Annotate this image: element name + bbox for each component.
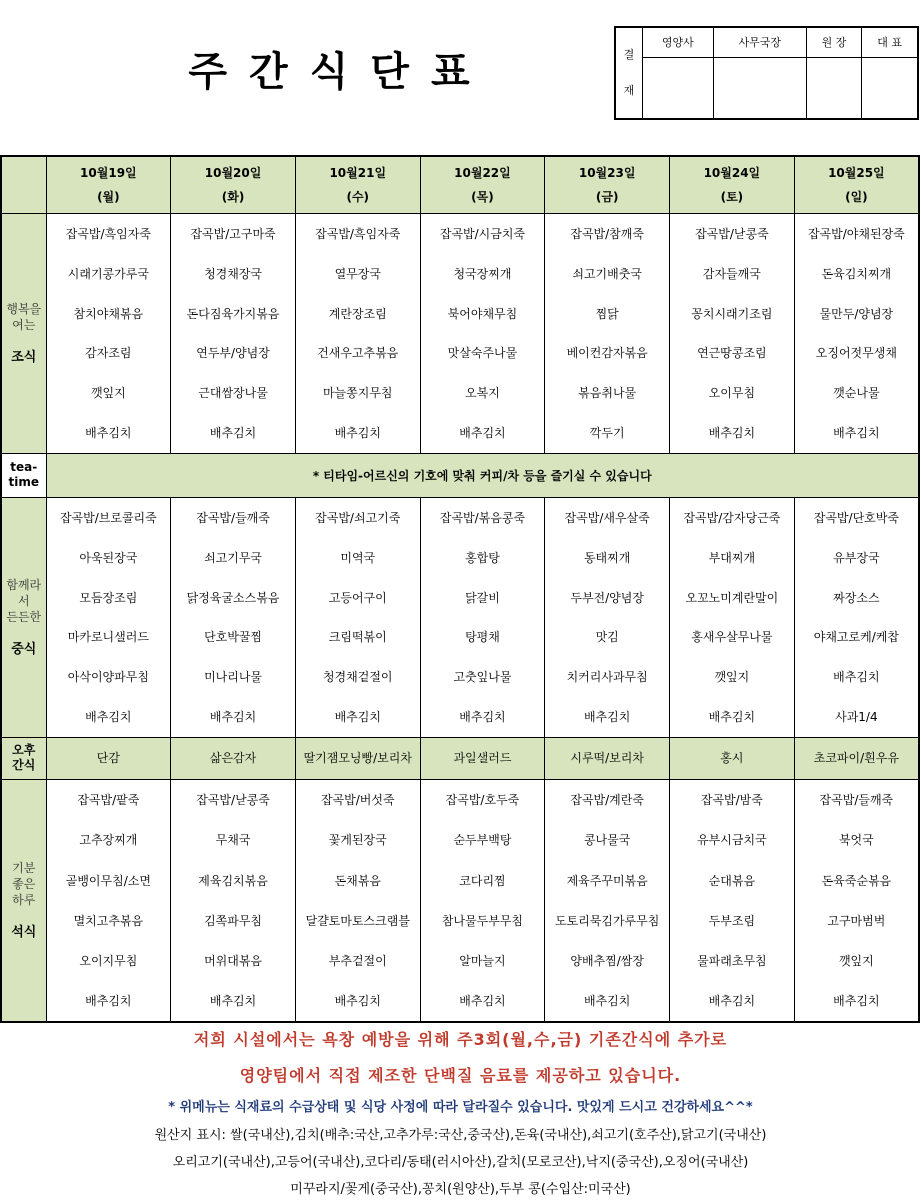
menu-item: 잡곡밥/버섯죽: [320, 793, 395, 808]
menu-list: [171, 498, 295, 737]
day-header: [46, 156, 171, 213]
menu-item: 잡곡밥/들깨죽: [196, 510, 270, 525]
origin-line: 원산지 표시: 쌀(국내산),김치(배추:국산,고추가루:국산,중국산),돈육(국내산),쇠고기(호주산),닭고기(국내산): [154, 1128, 767, 1143]
menu-item: 북어야채무침: [447, 306, 518, 321]
menu-item: 배추김치: [85, 426, 132, 441]
menu-item: 청국장찌개: [453, 266, 512, 281]
footer-notes: [0, 1022, 921, 1203]
breakfast-row: [1, 213, 919, 453]
day-date: 10월20일: [204, 165, 262, 180]
lunch-cell: [420, 497, 545, 737]
menu-item: 배추김치: [334, 994, 381, 1009]
menu-list: [421, 780, 545, 1022]
menu-item: 유부시금치국: [697, 833, 767, 848]
menu-item: 배추김치: [459, 710, 506, 725]
breakfast-cell: [46, 213, 171, 453]
approval-sign-box: [806, 57, 861, 119]
menu-item: 잡곡밥/계란죽: [570, 793, 644, 808]
menu-item: 볶음취나물: [578, 386, 637, 401]
approval-role-director: 원 장: [806, 27, 861, 57]
snack-cell: 과일샐러드: [420, 737, 545, 779]
day-date: 10월19일: [80, 165, 137, 180]
menu-item: 돈육김치찌개: [821, 266, 892, 281]
menu-list: [171, 214, 295, 453]
day-dow: (금): [595, 189, 619, 204]
menu-change-notice: * 위메뉴는 식재료의 수급상태 및 식당 사정에 따라 달라질수 있습니다. 맛있게 드시고 건강하세요^^*: [168, 1100, 753, 1115]
dinner-cell: [420, 779, 545, 1022]
lunch-label-line: 서: [17, 593, 30, 608]
menu-list: [421, 214, 545, 453]
menu-item: 쇠고기배춧국: [572, 266, 642, 281]
menu-item: 배추김치: [85, 994, 132, 1009]
lunch-cell: [670, 497, 795, 737]
lunch-meal-name: 중식: [11, 641, 37, 657]
menu-item: 잡곡밥/흑임자죽: [315, 226, 401, 241]
snack-cell: 초코파이/흰우유: [794, 737, 919, 779]
menu-item: 쇠고기무국: [204, 550, 263, 565]
menu-item: 고춧잎나물: [453, 670, 512, 685]
snack-row: [1, 737, 919, 779]
menu-item: 깻잎지: [714, 670, 750, 685]
breakfast-cell: [545, 213, 670, 453]
day-date: 10월22일: [454, 165, 511, 180]
menu-item: 잡곡밥/낟콩죽: [196, 793, 270, 808]
menu-item: 모듬장조림: [79, 590, 138, 605]
menu-item: 탕평채: [465, 630, 500, 645]
lunch-cell: [46, 497, 171, 737]
menu-item: 잡곡밥/들깨죽: [819, 793, 894, 808]
menu-item: 오징어젓무생채: [815, 346, 897, 361]
menu-item: 잡곡밥/낟콩죽: [695, 226, 769, 241]
menu-item: 배추김치: [833, 670, 880, 685]
snack-label-line: 오후: [12, 743, 36, 757]
day-dow: (토): [720, 189, 744, 204]
dinner-cell: [295, 779, 420, 1022]
menu-item: 연두부/양념장: [196, 346, 270, 361]
menu-list: [421, 498, 545, 737]
protein-notice-line1: 저희 시설에서는 욕창 예방을 위해 주3회(월,수,금) 기존간식에 추가로: [193, 1030, 728, 1049]
snack-label: [1, 737, 46, 779]
menu-item: 청경채장국: [204, 266, 263, 281]
snack-cell: 삶은감자: [171, 737, 296, 779]
menu-list: [670, 214, 794, 453]
menu-item: 배추김치: [334, 710, 381, 725]
menu-item: 잡곡밥/참깨죽: [570, 226, 644, 241]
dinner-label: [1, 779, 46, 1022]
menu-item: 달걀토마토스크램블: [305, 913, 410, 928]
lunch-row: [1, 497, 919, 737]
breakfast-label-line: 여는: [12, 317, 36, 332]
menu-item: 찜닭: [595, 306, 619, 321]
day-header: [670, 156, 795, 213]
menu-item: 베이컨감자볶음: [566, 346, 648, 361]
menu-list: [795, 780, 918, 1022]
menu-item: 배추김치: [583, 994, 631, 1009]
menu-item: 도토리묵김가루무침: [554, 913, 660, 928]
menu-list: [545, 498, 669, 737]
protein-notice-line2: 영양팀에서 직접 제조한 단백질 음료를 제공하고 있습니다.: [239, 1066, 682, 1085]
snack-cell: 단감: [46, 737, 171, 779]
breakfast-meal-name: 조식: [11, 349, 37, 365]
menu-item: 알마늘지: [459, 954, 506, 969]
day-date: 10월24일: [703, 165, 761, 180]
menu-item: 고추장찌개: [79, 833, 138, 848]
menu-item: 멸치고추볶음: [73, 913, 144, 928]
menu-item: 콩나물국: [583, 833, 631, 848]
menu-item: 잡곡밥/야채된장죽: [807, 226, 905, 241]
header-row: [1, 156, 919, 213]
day-header: [295, 156, 420, 213]
menu-item: 청경채겉절이: [322, 670, 393, 685]
lunch-cell: [171, 497, 296, 737]
menu-item: 배추김치: [583, 710, 631, 725]
menu-item: 김쪽파무침: [204, 913, 263, 928]
menu-item: 잡곡밥/새우살죽: [564, 510, 650, 525]
lunch-label-line: 함께라: [6, 577, 42, 592]
menu-item: 배추김치: [334, 426, 381, 441]
menu-item: 잡곡밥/브로콜리죽: [59, 510, 157, 525]
lunch-label-line: 든든한: [6, 609, 42, 624]
menu-item: 홍합탕: [465, 550, 500, 565]
dinner-label-line: 하루: [12, 892, 36, 907]
menu-item: 두부조림: [708, 913, 756, 928]
menu-item: 맛김: [595, 630, 619, 645]
menu-item: 근대쌈장나물: [198, 386, 268, 401]
teatime-row: [1, 453, 919, 497]
menu-item: 골뱅이무침/소면: [65, 873, 151, 888]
day-header: [794, 156, 919, 213]
menu-item: 깻순나물: [833, 386, 880, 401]
menu-item: 잡곡밥/볶음콩죽: [439, 510, 526, 525]
menu-item: 깻잎지: [90, 386, 126, 401]
menu-item: 닭갈비: [465, 590, 500, 605]
menu-item: 꽁치시래기조림: [691, 306, 773, 321]
menu-item: 북엇국: [838, 833, 874, 848]
menu-item: 부추겉절이: [328, 954, 387, 969]
day-header: [545, 156, 670, 213]
snack-cell: 홍시: [670, 737, 795, 779]
menu-item: 물만두/양념장: [819, 306, 894, 321]
dinner-cell: [171, 779, 296, 1022]
approval-sign-box: [643, 57, 714, 119]
menu-item: 오꼬노미계란말이: [685, 590, 779, 605]
menu-item: 돈채볶음: [334, 873, 381, 888]
menu-item: 제육김치볶음: [198, 873, 268, 888]
day-dow: (목): [471, 189, 494, 204]
menu-item: 마카로니샐러드: [67, 630, 149, 645]
approval-label: [615, 27, 643, 119]
menu-item: 배추김치: [708, 426, 756, 441]
day-date: 10월23일: [578, 165, 636, 180]
menu-list: [545, 780, 669, 1022]
menu-item: 감자조림: [85, 346, 132, 361]
dinner-label-line: 기분: [12, 860, 36, 875]
page-title: 주간식단표: [188, 49, 492, 95]
menu-item: 배추김치: [209, 426, 257, 441]
approval-role-secretary: 사무국장: [713, 27, 806, 57]
menu-item: 오이지무침: [79, 954, 138, 969]
breakfast-cell: [420, 213, 545, 453]
approval-role-nutritionist: 영양사: [643, 27, 714, 57]
menu-list: [47, 780, 171, 1022]
approval-label-bottom: 재: [623, 84, 635, 97]
menu-item: 꽃게된장국: [328, 833, 387, 848]
menu-item: 감자들깨국: [702, 266, 761, 281]
menu-item: 잡곡밥/호두죽: [445, 793, 520, 808]
menu-item: 크림떡볶이: [328, 630, 387, 645]
menu-item: 배추김치: [459, 426, 506, 441]
dinner-meal-name: 석식: [11, 924, 37, 940]
menu-item: 잡곡밥/고구마죽: [190, 226, 276, 241]
menu-item: 홍새우살무나물: [691, 630, 773, 645]
menu-item: 배추김치: [85, 710, 132, 725]
lunch-cell: [794, 497, 919, 737]
menu-item: 치커리사과무침: [566, 670, 648, 685]
menu-item: 배추김치: [209, 994, 257, 1009]
menu-item: 참나물두부무침: [441, 913, 524, 928]
menu-item: 미나리나물: [204, 670, 263, 685]
day-dow: (월): [97, 189, 120, 204]
menu-item: 맛살숙주나물: [447, 346, 518, 361]
menu-item: 오복지: [465, 386, 500, 401]
dinner-label-line: 좋은: [12, 876, 36, 891]
menu-item: 잡곡밥/팥죽: [77, 793, 140, 808]
approval-role-ceo: 대 표: [862, 27, 918, 57]
menu-item: 물파래초무침: [697, 954, 767, 969]
lunch-label: [1, 497, 46, 737]
snack-cell: 딸기잼모닝빵/보리차: [295, 737, 420, 779]
menu-item: 사과1/4: [835, 710, 878, 725]
menu-item: 시래기콩가루국: [67, 266, 149, 281]
menu-item: 잡곡밥/단호박죽: [813, 510, 899, 525]
dinner-cell: [545, 779, 670, 1022]
menu-item: 아욱된장국: [79, 550, 138, 565]
origin-line: 미꾸라지/꽃게(중국산),꽁치(원양산),두부 콩(수입산:미국산): [290, 1182, 631, 1197]
menu-item: 잡곡밥/감자당근죽: [683, 510, 781, 525]
menu-item: 부대찌개: [708, 550, 756, 565]
origin-line: 오리고기(국내산),고등어(국내산),코다리/동태(러시아산),갈치(모로코산),낙지(중국산),오징어(국내산): [172, 1155, 749, 1170]
menu-item: 잡곡밥/시금치죽: [439, 226, 526, 241]
menu-item: 동태찌개: [583, 550, 631, 565]
menu-item: 닭정육굴소스볶음: [186, 590, 280, 605]
menu-item: 두부전/양념장: [570, 590, 644, 605]
menu-item: 돈육죽순볶음: [821, 873, 892, 888]
menu-item: 고구마범벅: [827, 913, 886, 928]
menu-list: [171, 780, 295, 1022]
lunch-cell: [295, 497, 420, 737]
dinner-row: [1, 779, 919, 1022]
day-date: 10월21일: [329, 165, 387, 180]
lunch-cell: [545, 497, 670, 737]
breakfast-cell: [171, 213, 296, 453]
approval-sign-box: [862, 57, 918, 119]
menu-item: 코다리찜: [459, 873, 506, 888]
dinner-cell: [670, 779, 795, 1022]
menu-item: 참치야채볶음: [73, 306, 144, 321]
menu-item: 깍두기: [589, 426, 625, 441]
dinner-cell: [794, 779, 919, 1022]
breakfast-cell: [670, 213, 795, 453]
day-dow: (화): [221, 189, 245, 204]
corner-cell: [1, 156, 46, 213]
menu-item: 순대볶음: [708, 873, 756, 888]
menu-item: 아삭이양파무침: [67, 670, 149, 685]
menu-item: 열무장국: [334, 266, 381, 281]
approval-box: [614, 26, 919, 120]
day-dow: (일): [845, 189, 868, 204]
day-header: [420, 156, 545, 213]
menu-item: 배추김치: [833, 994, 880, 1009]
approval-sign-box: [713, 57, 806, 119]
menu-item: 유부장국: [833, 550, 880, 565]
menu-list: [795, 498, 918, 737]
day-header: [171, 156, 296, 213]
menu-list: [296, 214, 420, 453]
menu-list: [670, 780, 794, 1022]
menu-item: 마늘쫑지무침: [322, 386, 393, 401]
breakfast-cell: [295, 213, 420, 453]
menu-list: [545, 214, 669, 453]
menu-item: 배추김치: [708, 710, 756, 725]
menu-item: 순두부백탕: [453, 833, 512, 848]
menu-item: 잡곡밥/쇠고기죽: [315, 510, 401, 525]
menu-list: [795, 214, 918, 453]
menu-item: 잡곡밥/흑임자죽: [65, 226, 151, 241]
snack-label-line: 간식: [12, 758, 36, 772]
menu-list: [670, 498, 794, 737]
day-date: 10월25일: [828, 165, 885, 180]
breakfast-cell: [794, 213, 919, 453]
menu-item: 연근땅콩조림: [697, 346, 767, 361]
menu-item: 건새우고추볶음: [317, 346, 399, 361]
menu-item: 양배추찜/쌈장: [570, 954, 644, 969]
breakfast-label: [1, 213, 46, 453]
menu-list: [47, 498, 171, 737]
teatime-text: * 티타임-어르신의 기호에 맞춰 커피/차 등을 즐기실 수 있습니다: [46, 453, 919, 497]
dinner-cell: [46, 779, 171, 1022]
menu-item: 배추김치: [708, 994, 756, 1009]
menu-item: 단호박꿀찜: [204, 630, 263, 645]
menu-item: 오이무침: [708, 386, 756, 401]
menu-item: 무채국: [215, 833, 251, 848]
menu-item: 배추김치: [209, 710, 257, 725]
menu-item: 깻잎지: [838, 954, 874, 969]
menu-item: 배추김치: [459, 994, 506, 1009]
menu-list: [296, 780, 420, 1022]
menu-item: 야채고로케/케찹: [813, 630, 899, 645]
menu-item: 제육주꾸미볶음: [566, 873, 648, 888]
menu-list: [47, 214, 171, 453]
menu-item: 돈다짐육가지볶음: [186, 306, 280, 321]
menu-item: 배추김치: [833, 426, 880, 441]
menu-item: 짜장소스: [833, 590, 880, 605]
menu-item: 미역국: [340, 550, 376, 565]
teatime-label: tea-time: [1, 453, 46, 497]
snack-cell: 시루떡/보리차: [545, 737, 670, 779]
breakfast-label-line: 행복을: [6, 301, 42, 316]
menu-item: 계란장조림: [328, 306, 387, 321]
weekly-menu-table: [0, 155, 920, 1023]
day-dow: (수): [346, 189, 370, 204]
menu-item: 고등어구이: [328, 590, 387, 605]
menu-item: 잡곡밥/밤죽: [700, 793, 763, 808]
menu-item: 머위대볶음: [204, 954, 263, 969]
menu-list: [296, 498, 420, 737]
approval-label-top: 결: [623, 48, 635, 61]
